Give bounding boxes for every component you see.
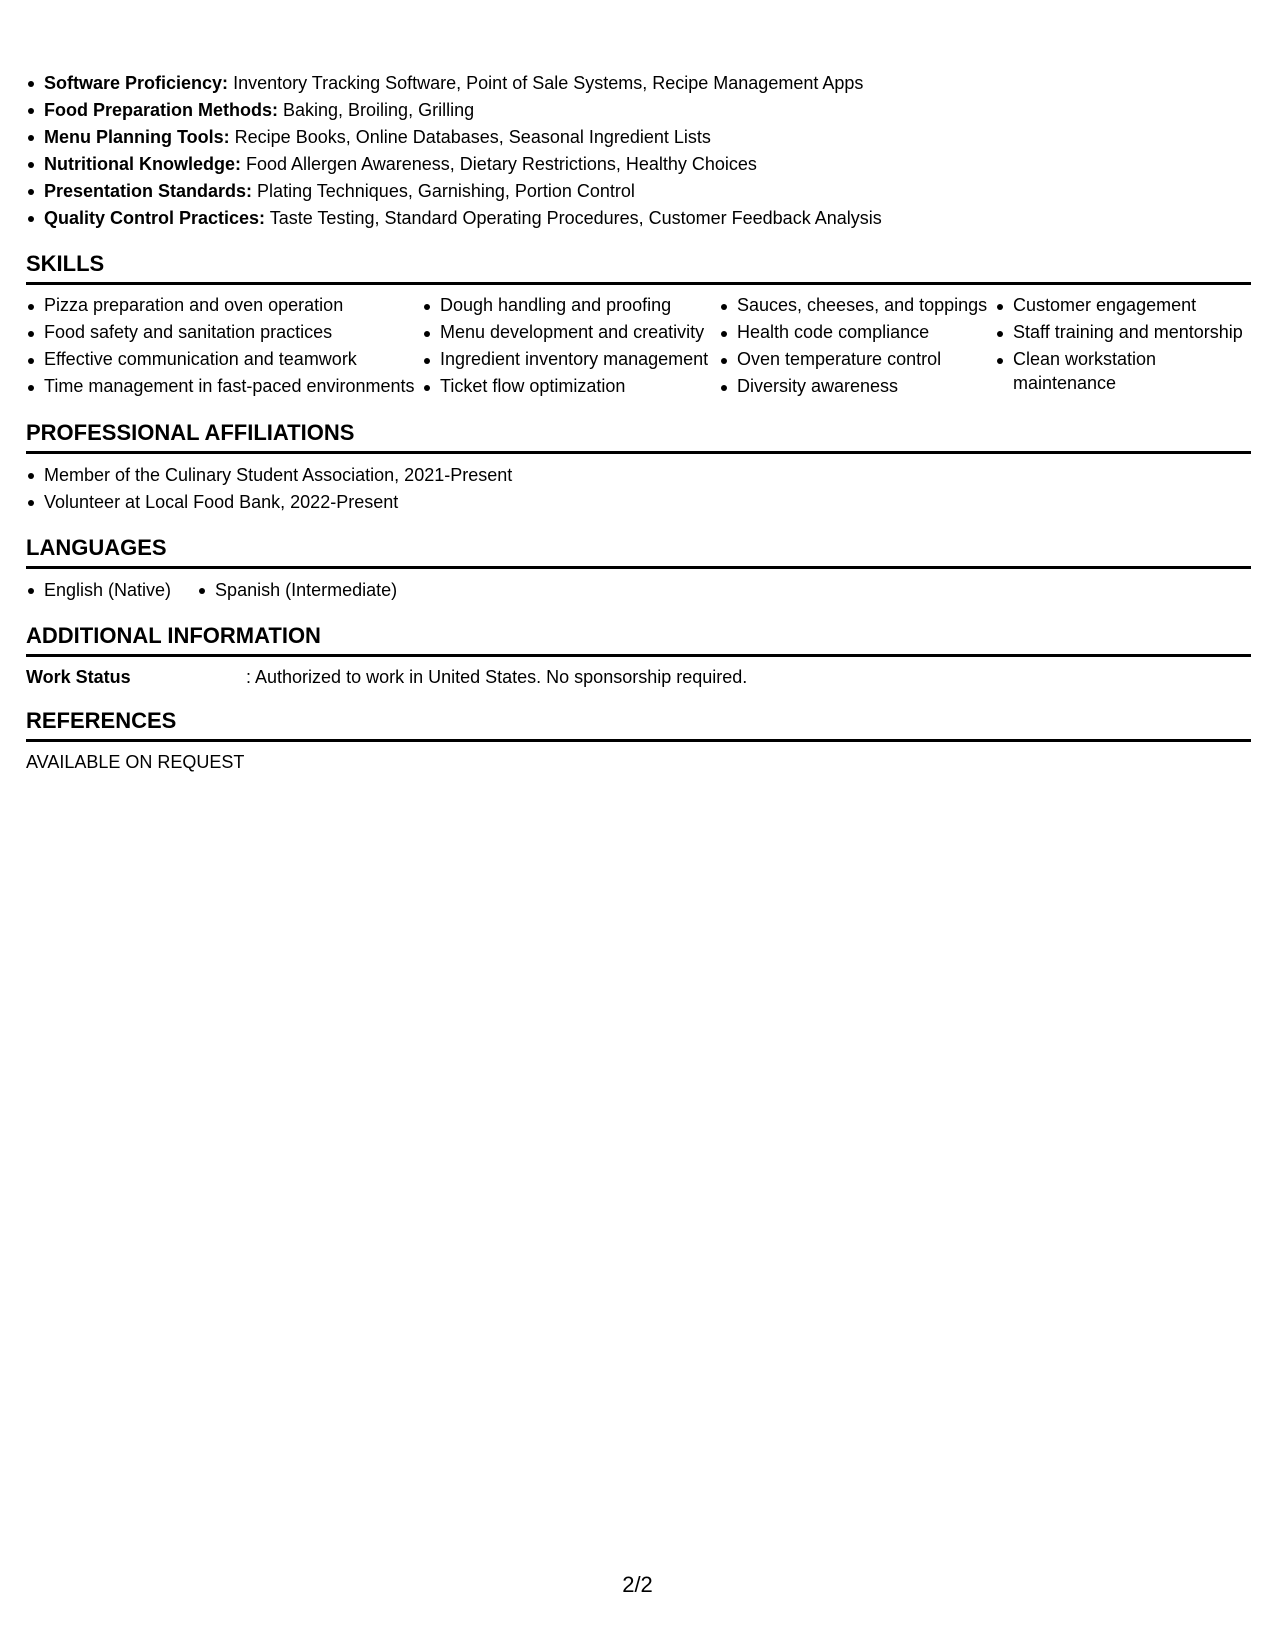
references-section xyxy=(26,707,1251,774)
skill-item: Time management in fast-paced environments xyxy=(26,374,422,398)
affiliations-list xyxy=(26,462,1251,516)
skill-item: Effective communication and teamwork xyxy=(26,347,422,371)
skill-item: Food safety and sanitation practices xyxy=(26,320,422,344)
list-item xyxy=(26,205,1251,232)
affiliation-item: Member of the Culinary Student Association, 2021-Present xyxy=(26,462,1251,489)
skills-column xyxy=(995,293,1245,401)
page-number: 2/2 xyxy=(622,1572,653,1597)
item-term: Nutritional Knowledge: xyxy=(44,154,241,174)
skill-item: Dough handling and proofing xyxy=(422,293,719,317)
work-status-label: Work Status xyxy=(26,667,131,687)
section-title-references: REFERENCES xyxy=(26,707,1251,742)
list-item xyxy=(26,178,1251,205)
language-item: Spanish (Intermediate) xyxy=(197,577,397,604)
language-item: English (Native) xyxy=(26,577,171,604)
references-text: AVAILABLE ON REQUEST xyxy=(26,752,245,772)
skill-item: Menu development and creativity xyxy=(422,320,719,344)
skills-column xyxy=(719,293,995,401)
list-item xyxy=(26,70,1251,97)
skill-item: Ticket flow optimization xyxy=(422,374,719,398)
languages-section xyxy=(26,534,1251,604)
section-title-affiliations: PROFESSIONAL AFFILIATIONS xyxy=(26,419,1251,454)
affiliations-section xyxy=(26,419,1251,516)
item-text: Recipe Books, Online Databases, Seasonal Ingredient Lists xyxy=(229,127,711,147)
item-term: Menu Planning Tools: xyxy=(44,127,230,147)
item-term: Food Preparation Methods: xyxy=(44,100,278,120)
skill-item: Ingredient inventory management xyxy=(422,347,719,371)
item-text: Taste Testing, Standard Operating Procedures, Customer Feedback Analysis xyxy=(265,208,882,228)
skills-column xyxy=(26,293,422,401)
item-term: Quality Control Practices: xyxy=(44,208,266,228)
skill-item: Pizza preparation and oven operation xyxy=(26,293,422,317)
section-title-additional: ADDITIONAL INFORMATION xyxy=(26,622,1251,657)
item-text: Food Allergen Awareness, Dietary Restrictions, Healthy Choices xyxy=(241,154,757,174)
skills-column xyxy=(422,293,719,401)
skills-grid xyxy=(26,293,1251,401)
skill-item: Diversity awareness xyxy=(719,374,995,398)
skill-item: Staff training and mentorship xyxy=(995,320,1245,344)
item-text: Inventory Tracking Software, Point of Sale Systems, Recipe Management Apps xyxy=(228,73,864,93)
work-status-value: : Authorized to work in United States. No sponsorship required. xyxy=(246,667,748,687)
list-item xyxy=(26,151,1251,178)
item-text: Baking, Broiling, Grilling xyxy=(278,100,475,120)
skill-item: Clean workstation maintenance xyxy=(995,347,1245,395)
languages-list xyxy=(26,577,1251,604)
list-item xyxy=(26,124,1251,151)
list-item xyxy=(26,97,1251,124)
affiliation-item: Volunteer at Local Food Bank, 2022-Present xyxy=(26,489,1251,516)
item-term: Software Proficiency: xyxy=(44,73,229,93)
section-title-languages: LANGUAGES xyxy=(26,534,1251,569)
skill-item: Health code compliance xyxy=(719,320,995,344)
proficiency-list xyxy=(26,70,1251,232)
item-term: Presentation Standards: xyxy=(44,181,253,201)
section-title-skills: SKILLS xyxy=(26,250,1251,285)
item-text: Plating Techniques, Garnishing, Portion Control xyxy=(252,181,635,201)
skill-item: Oven temperature control xyxy=(719,347,995,371)
additional-info-section xyxy=(26,622,1251,689)
skill-item: Sauces, cheeses, and toppings xyxy=(719,293,995,317)
skill-item: Customer engagement xyxy=(995,293,1245,317)
resume-page xyxy=(26,70,1251,774)
skills-section xyxy=(26,250,1251,401)
work-status-row xyxy=(26,665,1251,689)
